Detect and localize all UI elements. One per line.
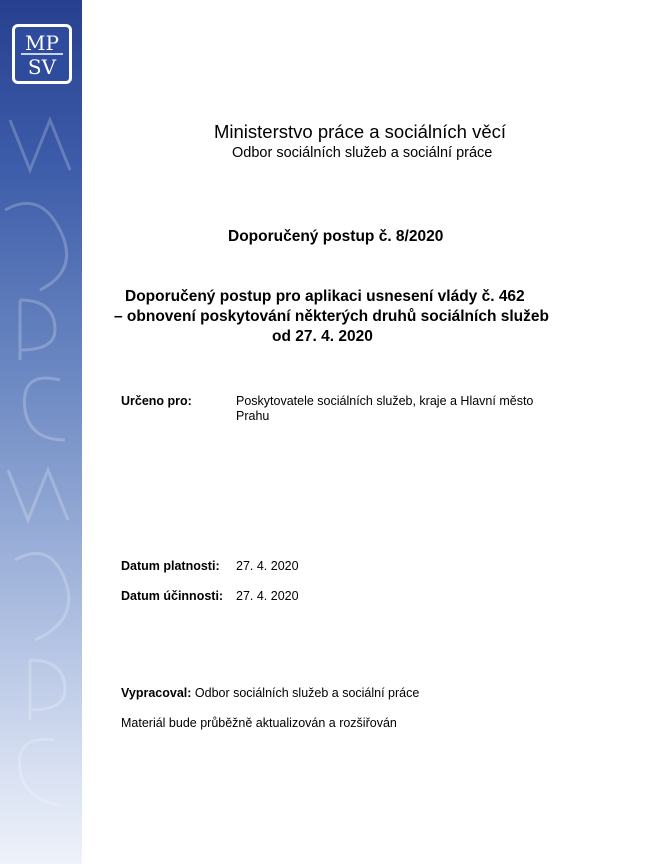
validity-date-value: 27. 4. 2020 bbox=[236, 559, 299, 573]
ministry-name: Ministerstvo práce a sociálních věcí bbox=[214, 121, 507, 142]
logo-text-bottom: SV bbox=[27, 55, 57, 79]
prepared-by-label: Vypracoval: bbox=[121, 686, 192, 700]
decorative-sidebar bbox=[0, 0, 82, 864]
document-title-line-1: Doporučený postup pro aplikaci usnesení vlády č. 462 bbox=[125, 288, 525, 305]
prepared-by-value: Odbor sociálních služeb a sociální práce bbox=[194, 686, 420, 700]
prepared-by bbox=[121, 686, 419, 700]
validity-date-label: Datum platnosti: bbox=[121, 559, 220, 573]
document-title-line-3: od 27. 4. 2020 bbox=[272, 328, 373, 345]
letter-pattern-decoration bbox=[0, 0, 82, 864]
document-number: Doporučený postup č. 8/2020 bbox=[228, 228, 444, 245]
effective-date-value: 27. 4. 2020 bbox=[236, 589, 299, 603]
update-note: Materiál bude průběžně aktualizován a rozšiřován bbox=[121, 716, 397, 730]
mpsv-logo bbox=[12, 24, 72, 84]
effective-date-label: Datum účinnosti: bbox=[121, 589, 224, 603]
department-name: Odbor sociálních služeb a sociální práce bbox=[232, 145, 493, 161]
intended-for-value: Poskytovatele sociálních služeb, kraje a Hlavní město Prahu bbox=[236, 394, 534, 423]
logo-text-top: MP bbox=[25, 31, 59, 55]
intended-for-label: Určeno pro: bbox=[121, 394, 192, 408]
document-title-line-2: – obnovení poskytování některých druhů sociálních služeb bbox=[114, 308, 549, 325]
